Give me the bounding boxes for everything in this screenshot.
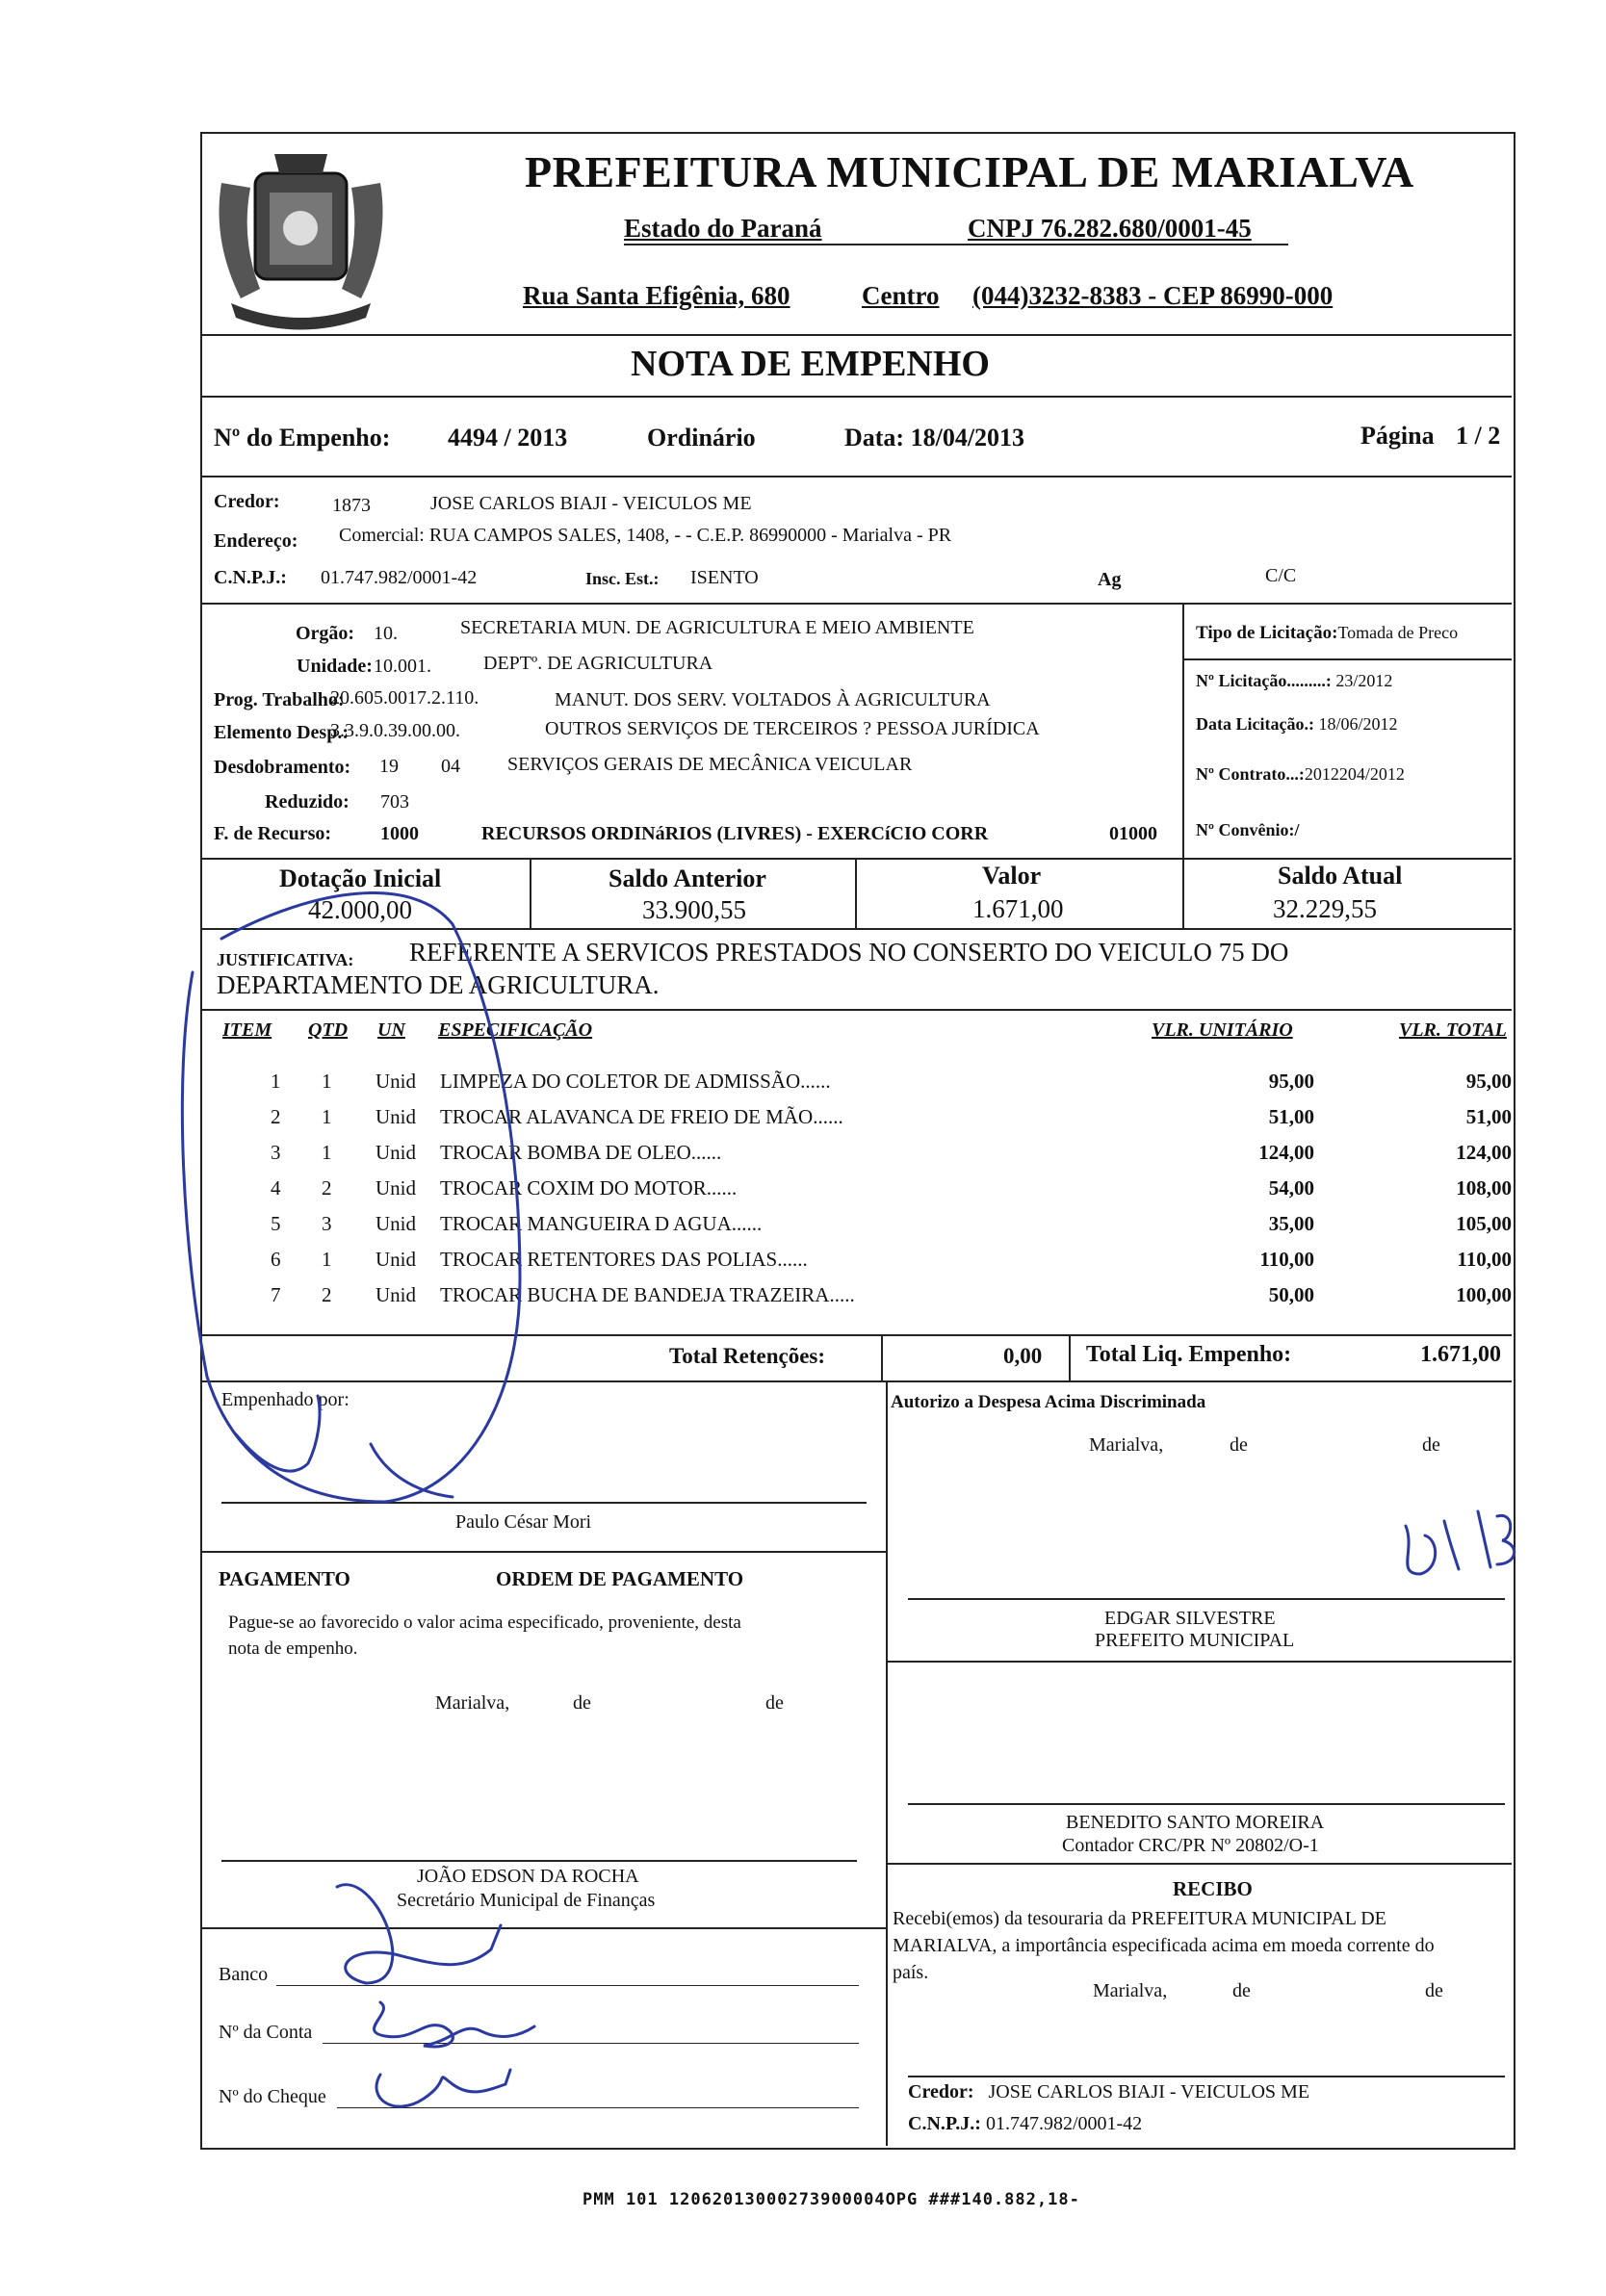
header-title: PREFEITURA MUNICIPAL DE MARIALVA (525, 147, 1414, 196)
empenho-type: Ordinário (647, 424, 756, 451)
item-qtd: 1 (322, 1070, 332, 1093)
recibo-text-3: país. (893, 1962, 929, 1983)
licitacao-tipo-text: Tipo de Licitação: (1196, 623, 1338, 643)
recibo-text-1: Recebi(emos) da tesouraria da PREFEITURA MUNICIPAL DE (893, 1908, 1386, 1929)
autorizo-de-2: de (1422, 1434, 1440, 1456)
item-un: Unid (376, 1176, 416, 1200)
recurso-label: F. de Recurso: (214, 823, 332, 844)
orgao-code: 10. (374, 623, 398, 644)
conta-label: Nº da Conta (219, 2022, 313, 2043)
item-qtd: 1 (322, 1248, 332, 1271)
pagamento-city: Marialva, (435, 1692, 510, 1714)
saldo-atual-label: Saldo Atual (1278, 862, 1403, 890)
item-unit-price: 95,00 (1268, 1070, 1314, 1093)
item-number: 2 (271, 1105, 281, 1128)
cheque-label: Nº do Cheque (219, 2086, 326, 2107)
item-unit-price: 50,00 (1268, 1283, 1314, 1306)
credor-code: 1873 (332, 495, 371, 516)
item-un: Unid (376, 1141, 416, 1164)
col-vlr-total: VLR. TOTAL (1399, 1019, 1507, 1041)
item-qtd: 2 (322, 1176, 332, 1200)
recurso-name: RECURSOS ORDINáRIOS (LIVRES) - EXERCíCIO CORR (481, 823, 989, 844)
elemento-label: Elemento Desp.: (214, 722, 349, 743)
empenho-date: Data: 18/04/2013 (844, 424, 1025, 451)
item-desc: TROCAR ALAVANCA DE FREIO DE MÃO...... (440, 1105, 843, 1128)
item-number: 6 (271, 1248, 281, 1271)
recibo-credor-label: Credor: (908, 2081, 974, 2103)
item-number: 1 (271, 1070, 281, 1093)
prog-label: Prog. Trabalho: (214, 689, 345, 710)
insc-value: ISENTO (690, 567, 759, 588)
total-retencoes-value: 0,00 (1003, 1344, 1043, 1368)
licitacao-contrato-value: 2012204/2012 (1304, 764, 1405, 784)
mayor-name: EDGAR SILVESTRE (1104, 1608, 1276, 1629)
item-qtd: 1 (322, 1105, 332, 1128)
valor-value: 1.671,00 (972, 894, 1064, 923)
cnpj-value: 01.747.982/0001-42 (321, 567, 478, 588)
item-unit-price: 124,00 (1258, 1141, 1314, 1164)
saldo-atual-value: 32.229,55 (1273, 894, 1377, 923)
empenho-number-label: Nº do Empenho: (214, 424, 391, 451)
unidade-code: 10.001. (374, 656, 431, 677)
reduzido-value: 703 (380, 791, 409, 813)
licitacao-contrato-label: Nº Contrato...: (1196, 764, 1305, 784)
unidade-label: Unidade: (297, 656, 373, 677)
header-address: Rua Santa Efigênia, 680 (523, 281, 790, 310)
signer-paulo: Paulo César Mori (455, 1511, 592, 1533)
item-desc: TROCAR MANGUEIRA D AGUA...... (440, 1212, 763, 1235)
elemento-code: 3.3.9.0.39.00.00. (330, 720, 460, 741)
recurso-code: 1000 (380, 823, 419, 844)
item-unit-price: 35,00 (1268, 1212, 1314, 1235)
endereco-value: Comercial: RUA CAMPOS SALES, 1408, - - C.E.P. 86990000 - Marialva - PR (339, 525, 952, 546)
licitacao-numero-label: Nº Licitação.........: (1196, 671, 1332, 690)
licitacao-tipo-value: Tomada de Preco (1337, 623, 1459, 642)
item-number: 7 (271, 1283, 281, 1306)
col-vlr-unitario: VLR. UNITÁRIO (1152, 1019, 1293, 1041)
ag-label: Ag (1098, 569, 1122, 590)
footer-code: PMM 101 12062013000273900004OPG ###140.882,18- (583, 2190, 1080, 2209)
pague-text-2: nota de empenho. (228, 1638, 358, 1659)
licitacao-data-value: 18/06/2012 (1318, 714, 1398, 734)
item-desc: TROCAR BOMBA DE OLEO...... (440, 1141, 722, 1164)
item-total: 108,00 (1456, 1176, 1512, 1200)
banco-label: Banco (219, 1964, 269, 1985)
recibo-city: Marialva, (1093, 1980, 1168, 2001)
recibo-cnpj-label: C.N.P.J.: (908, 2113, 981, 2134)
total-liq-label: Total Liq. Empenho: (1086, 1342, 1292, 1367)
pagamento-label: PAGAMENTO (219, 1567, 350, 1590)
empenho-number: 4494 / 2013 (448, 424, 568, 451)
ordem-pagamento-label: ORDEM DE PAGAMENTO (496, 1567, 744, 1590)
col-qtd: QTD (308, 1019, 349, 1041)
justificativa-label: JUSTIFICATIVA: (217, 950, 354, 969)
header-phone-cep: (044)3232-8383 - CEP 86990-000 (972, 281, 1334, 310)
cc-label: C/C (1265, 565, 1297, 586)
item-unit-price: 110,00 (1259, 1248, 1314, 1271)
autorizo-label: Autorizo a Despesa Acima Discriminada (891, 1392, 1206, 1412)
item-qtd: 3 (322, 1212, 332, 1235)
header-district: Centro (862, 281, 940, 310)
item-total: 105,00 (1456, 1212, 1512, 1235)
item-un: Unid (376, 1212, 416, 1235)
item-unit-price: 51,00 (1268, 1105, 1314, 1128)
item-qtd: 2 (322, 1283, 332, 1306)
item-total: 100,00 (1456, 1283, 1512, 1306)
recibo-cnpj-value: 01.747.982/0001-42 (985, 2113, 1143, 2134)
credor-name: JOSE CARLOS BIAJI - VEICULOS ME (430, 493, 752, 514)
elemento-name: OUTROS SERVIÇOS DE TERCEIROS ? PESSOA JURÍDICA (545, 718, 1040, 739)
recibo-text-2: MARIALVA, a importância especificada acima em moeda corrente do (893, 1935, 1435, 1956)
orgao-label: Orgão: (296, 623, 355, 644)
prog-name: MANUT. DOS SERV. VOLTADOS À AGRICULTURA (555, 689, 991, 710)
col-especificacao: ESPECIFICAÇÃO (438, 1019, 593, 1041)
item-un: Unid (376, 1070, 416, 1093)
pagamento-de-1: de (573, 1692, 591, 1714)
col-un: UN (377, 1019, 405, 1041)
recibo-label: RECIBO (1173, 1877, 1253, 1900)
col-item: ITEM (222, 1019, 272, 1041)
licitacao-convenio: Nº Convênio:/ (1196, 820, 1300, 839)
contador-name: BENEDITO SANTO MOREIRA (1066, 1812, 1325, 1833)
licitacao-numero-value: 23/2012 (1335, 671, 1393, 690)
total-liq-value: 1.671,00 (1420, 1342, 1501, 1367)
item-qtd: 1 (322, 1141, 332, 1164)
reduzido-label: Reduzido: (265, 791, 350, 813)
mayor-role: PREFEITO MUNICIPAL (1095, 1630, 1295, 1651)
saldo-anterior-label: Saldo Anterior (609, 864, 766, 892)
header-cnpj: CNPJ 76.282.680/0001-45 (968, 214, 1252, 243)
pagamento-de-2: de (765, 1692, 784, 1714)
credor-label: Credor: (214, 491, 280, 512)
signer-joao-role: Secretário Municipal de Finanças (397, 1890, 656, 1911)
item-total: 110,00 (1457, 1248, 1512, 1271)
page-label: Página (1360, 422, 1435, 450)
recibo-credor-value: JOSE CARLOS BIAJI - VEICULOS ME (988, 2081, 1310, 2103)
total-retencoes-label: Total Retenções: (669, 1344, 826, 1368)
item-number: 5 (271, 1212, 281, 1235)
pague-text-1: Pague-se ao favorecido o valor acima especificado, proveniente, desta (228, 1612, 741, 1633)
recurso-code-2: 01000 (1109, 823, 1157, 844)
header-state: Estado do Paraná (624, 214, 822, 243)
item-total: 51,00 (1465, 1105, 1512, 1128)
desdobramento-code-2: 04 (441, 756, 460, 777)
autorizo-city: Marialva, (1089, 1434, 1164, 1456)
item-number: 3 (271, 1141, 281, 1164)
recibo-de-2: de (1425, 1980, 1443, 2001)
item-unit-price: 54,00 (1268, 1176, 1314, 1200)
dotacao-label: Dotação Inicial (279, 864, 442, 892)
prog-code: 20.605.0017.2.110. (330, 687, 479, 709)
desdobramento-label: Desdobramento: (214, 757, 351, 778)
page-number: 1 / 2 (1456, 422, 1501, 450)
unidade-name: DEPTº. DE AGRICULTURA (483, 653, 713, 674)
item-number: 4 (271, 1176, 281, 1200)
empenhado-por-label: Empenhado por: (221, 1389, 350, 1410)
dotacao-value: 42.000,00 (308, 895, 412, 924)
orgao-name: SECRETARIA MUN. DE AGRICULTURA E MEIO AMBIENTE (460, 617, 974, 638)
saldo-anterior-value: 33.900,55 (642, 895, 746, 924)
item-un: Unid (376, 1283, 416, 1306)
signer-joao: JOÃO EDSON DA ROCHA (417, 1866, 639, 1887)
autorizo-de-1: de (1230, 1434, 1248, 1456)
item-un: Unid (376, 1248, 416, 1271)
desdobramento-name: SERVIÇOS GERAIS DE MECÂNICA VEICULAR (507, 754, 913, 775)
justificativa-line-1: REFERENTE A SERVICOS PRESTADOS NO CONSERTO DO VEICULO 75 DO (409, 938, 1289, 967)
valor-label: Valor (982, 862, 1042, 890)
item-desc: TROCAR COXIM DO MOTOR...... (440, 1176, 738, 1200)
item-un: Unid (376, 1105, 416, 1128)
insc-label: Insc. Est.: (585, 569, 660, 588)
justificativa-line-2: DEPARTAMENTO DE AGRICULTURA. (217, 970, 660, 999)
recibo-de-1: de (1232, 1980, 1251, 2001)
item-total: 95,00 (1465, 1070, 1512, 1093)
item-desc: TROCAR BUCHA DE BANDEJA TRAZEIRA..... (440, 1283, 855, 1306)
desdobramento-code-1: 19 (379, 756, 399, 777)
contador-role: Contador CRC/PR Nº 20802/O-1 (1062, 1835, 1319, 1856)
item-desc: LIMPEZA DO COLETOR DE ADMISSÃO...... (440, 1070, 831, 1093)
licitacao-data-label: Data Licitação.: (1196, 714, 1314, 734)
item-desc: TROCAR RETENTORES DAS POLIAS...... (440, 1248, 808, 1271)
endereco-label: Endereço: (214, 530, 298, 552)
cnpj-label: C.N.P.J.: (214, 567, 287, 588)
doc-title: NOTA DE EMPENHO (631, 344, 990, 384)
item-total: 124,00 (1456, 1141, 1512, 1164)
